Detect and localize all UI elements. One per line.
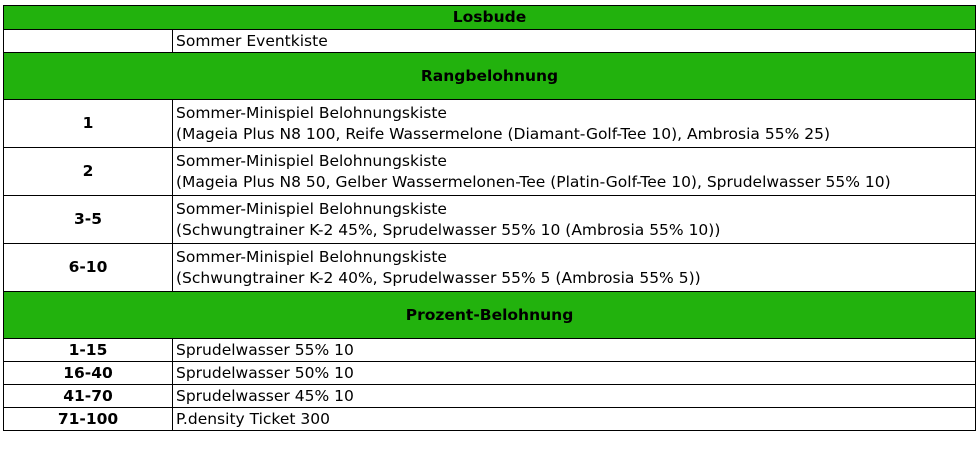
table-row [4,362,976,385]
row-key [4,30,173,53]
rank-key: 2 [4,148,173,196]
reward-line-2: (Mageia Plus N8 50, Gelber Wassermelonen-Tee (Platin-Golf-Tee 10), Sprudelwasser 55% 10) [176,172,891,191]
reward-line-2: (Schwungtrainer K-2 40%, Sprudelwasser 55% 5 (Ambrosia 55% 5)) [176,268,701,287]
table-row [4,339,976,362]
section-header-rang: Rangbelohnung [4,53,976,100]
section-row [4,6,976,30]
table-row [4,408,976,431]
table-row [4,30,976,53]
section-row [4,292,976,339]
rank-key: 3-5 [4,196,173,244]
reward-line-1: Sommer-Minispiel Belohnungskiste [176,199,447,218]
percent-reward: P.density Ticket 300 [173,408,976,431]
rank-reward [173,100,976,148]
table-row [4,385,976,408]
reward-line-1: Sommer-Minispiel Belohnungskiste [176,103,447,122]
percent-reward: Sprudelwasser 50% 10 [173,362,976,385]
rank-reward [173,148,976,196]
reward-table [3,5,976,431]
reward-line-2: (Schwungtrainer K-2 45%, Sprudelwasser 55% 10 (Ambrosia 55% 10)) [176,220,721,239]
reward-line-1: Sommer-Minispiel Belohnungskiste [176,247,447,266]
percent-reward: Sprudelwasser 55% 10 [173,339,976,362]
percent-key: 16-40 [4,362,173,385]
section-header-prozent: Prozent-Belohnung [4,292,976,339]
percent-key: 41-70 [4,385,173,408]
percent-reward: Sprudelwasser 45% 10 [173,385,976,408]
section-header-losbude: Losbude [4,6,976,30]
reward-line-2: (Mageia Plus N8 100, Reife Wassermelone (Diamant-Golf-Tee 10), Ambrosia 55% 25) [176,124,830,143]
rank-key: 1 [4,100,173,148]
rank-reward [173,196,976,244]
rank-key: 6-10 [4,244,173,292]
percent-key: 71-100 [4,408,173,431]
percent-key: 1-15 [4,339,173,362]
table-row [4,196,976,244]
rank-reward [173,244,976,292]
table-row [4,148,976,196]
row-value: Sommer Eventkiste [173,30,976,53]
table-row [4,244,976,292]
section-row [4,53,976,100]
table-row [4,100,976,148]
reward-line-1: Sommer-Minispiel Belohnungskiste [176,151,447,170]
